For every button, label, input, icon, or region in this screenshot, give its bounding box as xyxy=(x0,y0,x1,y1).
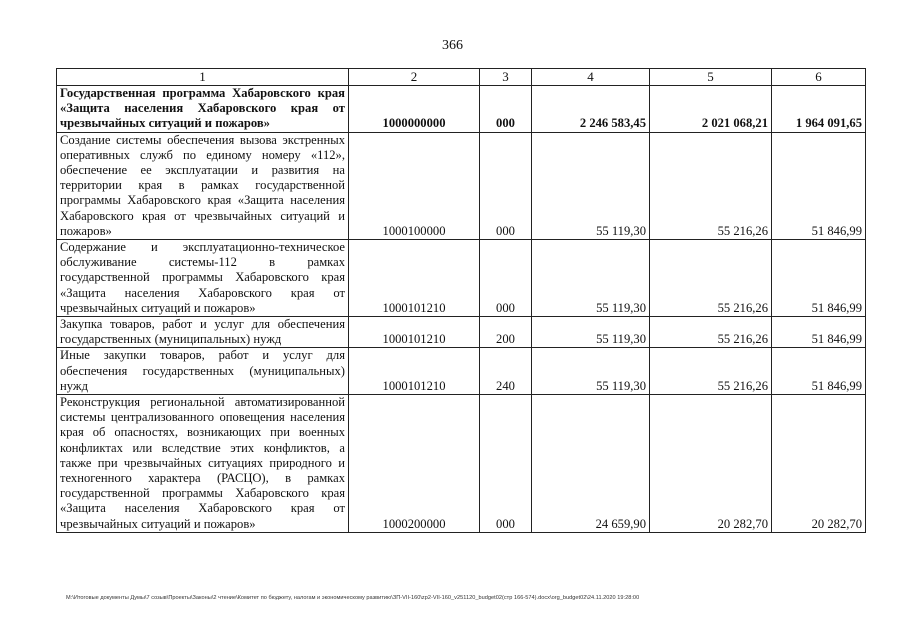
row-type-cell: 000 xyxy=(480,86,532,133)
budget-table xyxy=(56,68,866,533)
row-value-col6: 1 964 091,65 xyxy=(772,86,866,133)
row-name-cell: Реконструкция региональной автоматизированной системы централизованного оповещения населения края об опасностях, возникающих при военных конфликтах или вследствие этих конфликтов, а также при чрезвычайных ситуациях природного и техногенного характера (РАСЦО), в рамках государственной программы Хабаровского края «Защита населения Хабаровского края от чрезвычайных ситуаций и пожаров» xyxy=(57,395,349,533)
row-code-cell: 1000101210 xyxy=(349,317,480,348)
row-name-cell: Иные закупки товаров, работ и услуг для обеспечения государственных (муниципальных) нужд xyxy=(57,348,349,395)
row-code-cell: 1000000000 xyxy=(349,86,480,133)
row-value-col4: 24 659,90 xyxy=(532,395,650,533)
table-row xyxy=(57,132,866,239)
row-value-col5: 55 216,26 xyxy=(650,348,772,395)
row-name-cell: Содержание и эксплуатационно-техническое обслуживание системы-112 в рамках государственной программы Хабаровского края «Защита населения Хабаровского края от чрезвычайных ситуаций и пожаров» xyxy=(57,240,349,317)
row-value-col6: 51 846,99 xyxy=(772,348,866,395)
row-value-col6: 51 846,99 xyxy=(772,317,866,348)
header-col-3: 3 xyxy=(480,69,532,86)
row-type-cell: 000 xyxy=(480,395,532,533)
header-col-4: 4 xyxy=(532,69,650,86)
table-row xyxy=(57,317,866,348)
row-type-cell: 240 xyxy=(480,348,532,395)
header-col-5: 5 xyxy=(650,69,772,86)
header-col-6: 6 xyxy=(772,69,866,86)
row-code-cell: 1000101210 xyxy=(349,348,480,395)
row-value-col4: 55 119,30 xyxy=(532,348,650,395)
row-code-cell: 1000200000 xyxy=(349,395,480,533)
row-value-col6: 51 846,99 xyxy=(772,132,866,239)
document-path-footer: М:\Итоговые документы Думы\7 созыв\Проекты\Законы\2 чтение\Комитет по бюджету, налогам и экономическому развитию\ЗП-VII-160\zp2-VII-160_v251120_budget02(стр 166-574).docx\org_budget02\24.11.2020 19:28:00 xyxy=(66,595,640,601)
row-type-cell: 000 xyxy=(480,240,532,317)
page-number: 366 xyxy=(442,38,463,53)
table-header-row xyxy=(57,69,866,86)
row-value-col6: 51 846,99 xyxy=(772,240,866,317)
row-name-cell: Создание системы обеспечения вызова экстренных оперативных служб по единому номеру «112», обеспечение ее эксплуатации и развития на территории края в рамках государственной программы Хабаровского края «Защита населения Хабаровского края от чрезвычайных ситуаций и пожаров» xyxy=(57,132,349,239)
row-value-col4: 55 119,30 xyxy=(532,317,650,348)
table-row xyxy=(57,395,866,533)
header-col-2: 2 xyxy=(349,69,480,86)
row-value-col5: 20 282,70 xyxy=(650,395,772,533)
table-row xyxy=(57,240,866,317)
row-value-col4: 55 119,30 xyxy=(532,240,650,317)
row-value-col5: 55 216,26 xyxy=(650,132,772,239)
header-col-1: 1 xyxy=(57,69,349,86)
row-code-cell: 1000100000 xyxy=(349,132,480,239)
row-value-col4: 55 119,30 xyxy=(532,132,650,239)
row-value-col5: 55 216,26 xyxy=(650,317,772,348)
row-type-cell: 200 xyxy=(480,317,532,348)
row-value-col6: 20 282,70 xyxy=(772,395,866,533)
row-code-cell: 1000101210 xyxy=(349,240,480,317)
row-value-col5: 55 216,26 xyxy=(650,240,772,317)
row-value-col5: 2 021 068,21 xyxy=(650,86,772,133)
row-name-cell: Государственная программа Хабаровского края «Защита населения Хабаровского края от чрезвычайных ситуаций и пожаров» xyxy=(57,86,349,133)
row-value-col4: 2 246 583,45 xyxy=(532,86,650,133)
row-type-cell: 000 xyxy=(480,132,532,239)
row-name-cell: Закупка товаров, работ и услуг для обеспечения государственных (муниципальных) нужд xyxy=(57,317,349,348)
table-row xyxy=(57,86,866,133)
table-row xyxy=(57,348,866,395)
